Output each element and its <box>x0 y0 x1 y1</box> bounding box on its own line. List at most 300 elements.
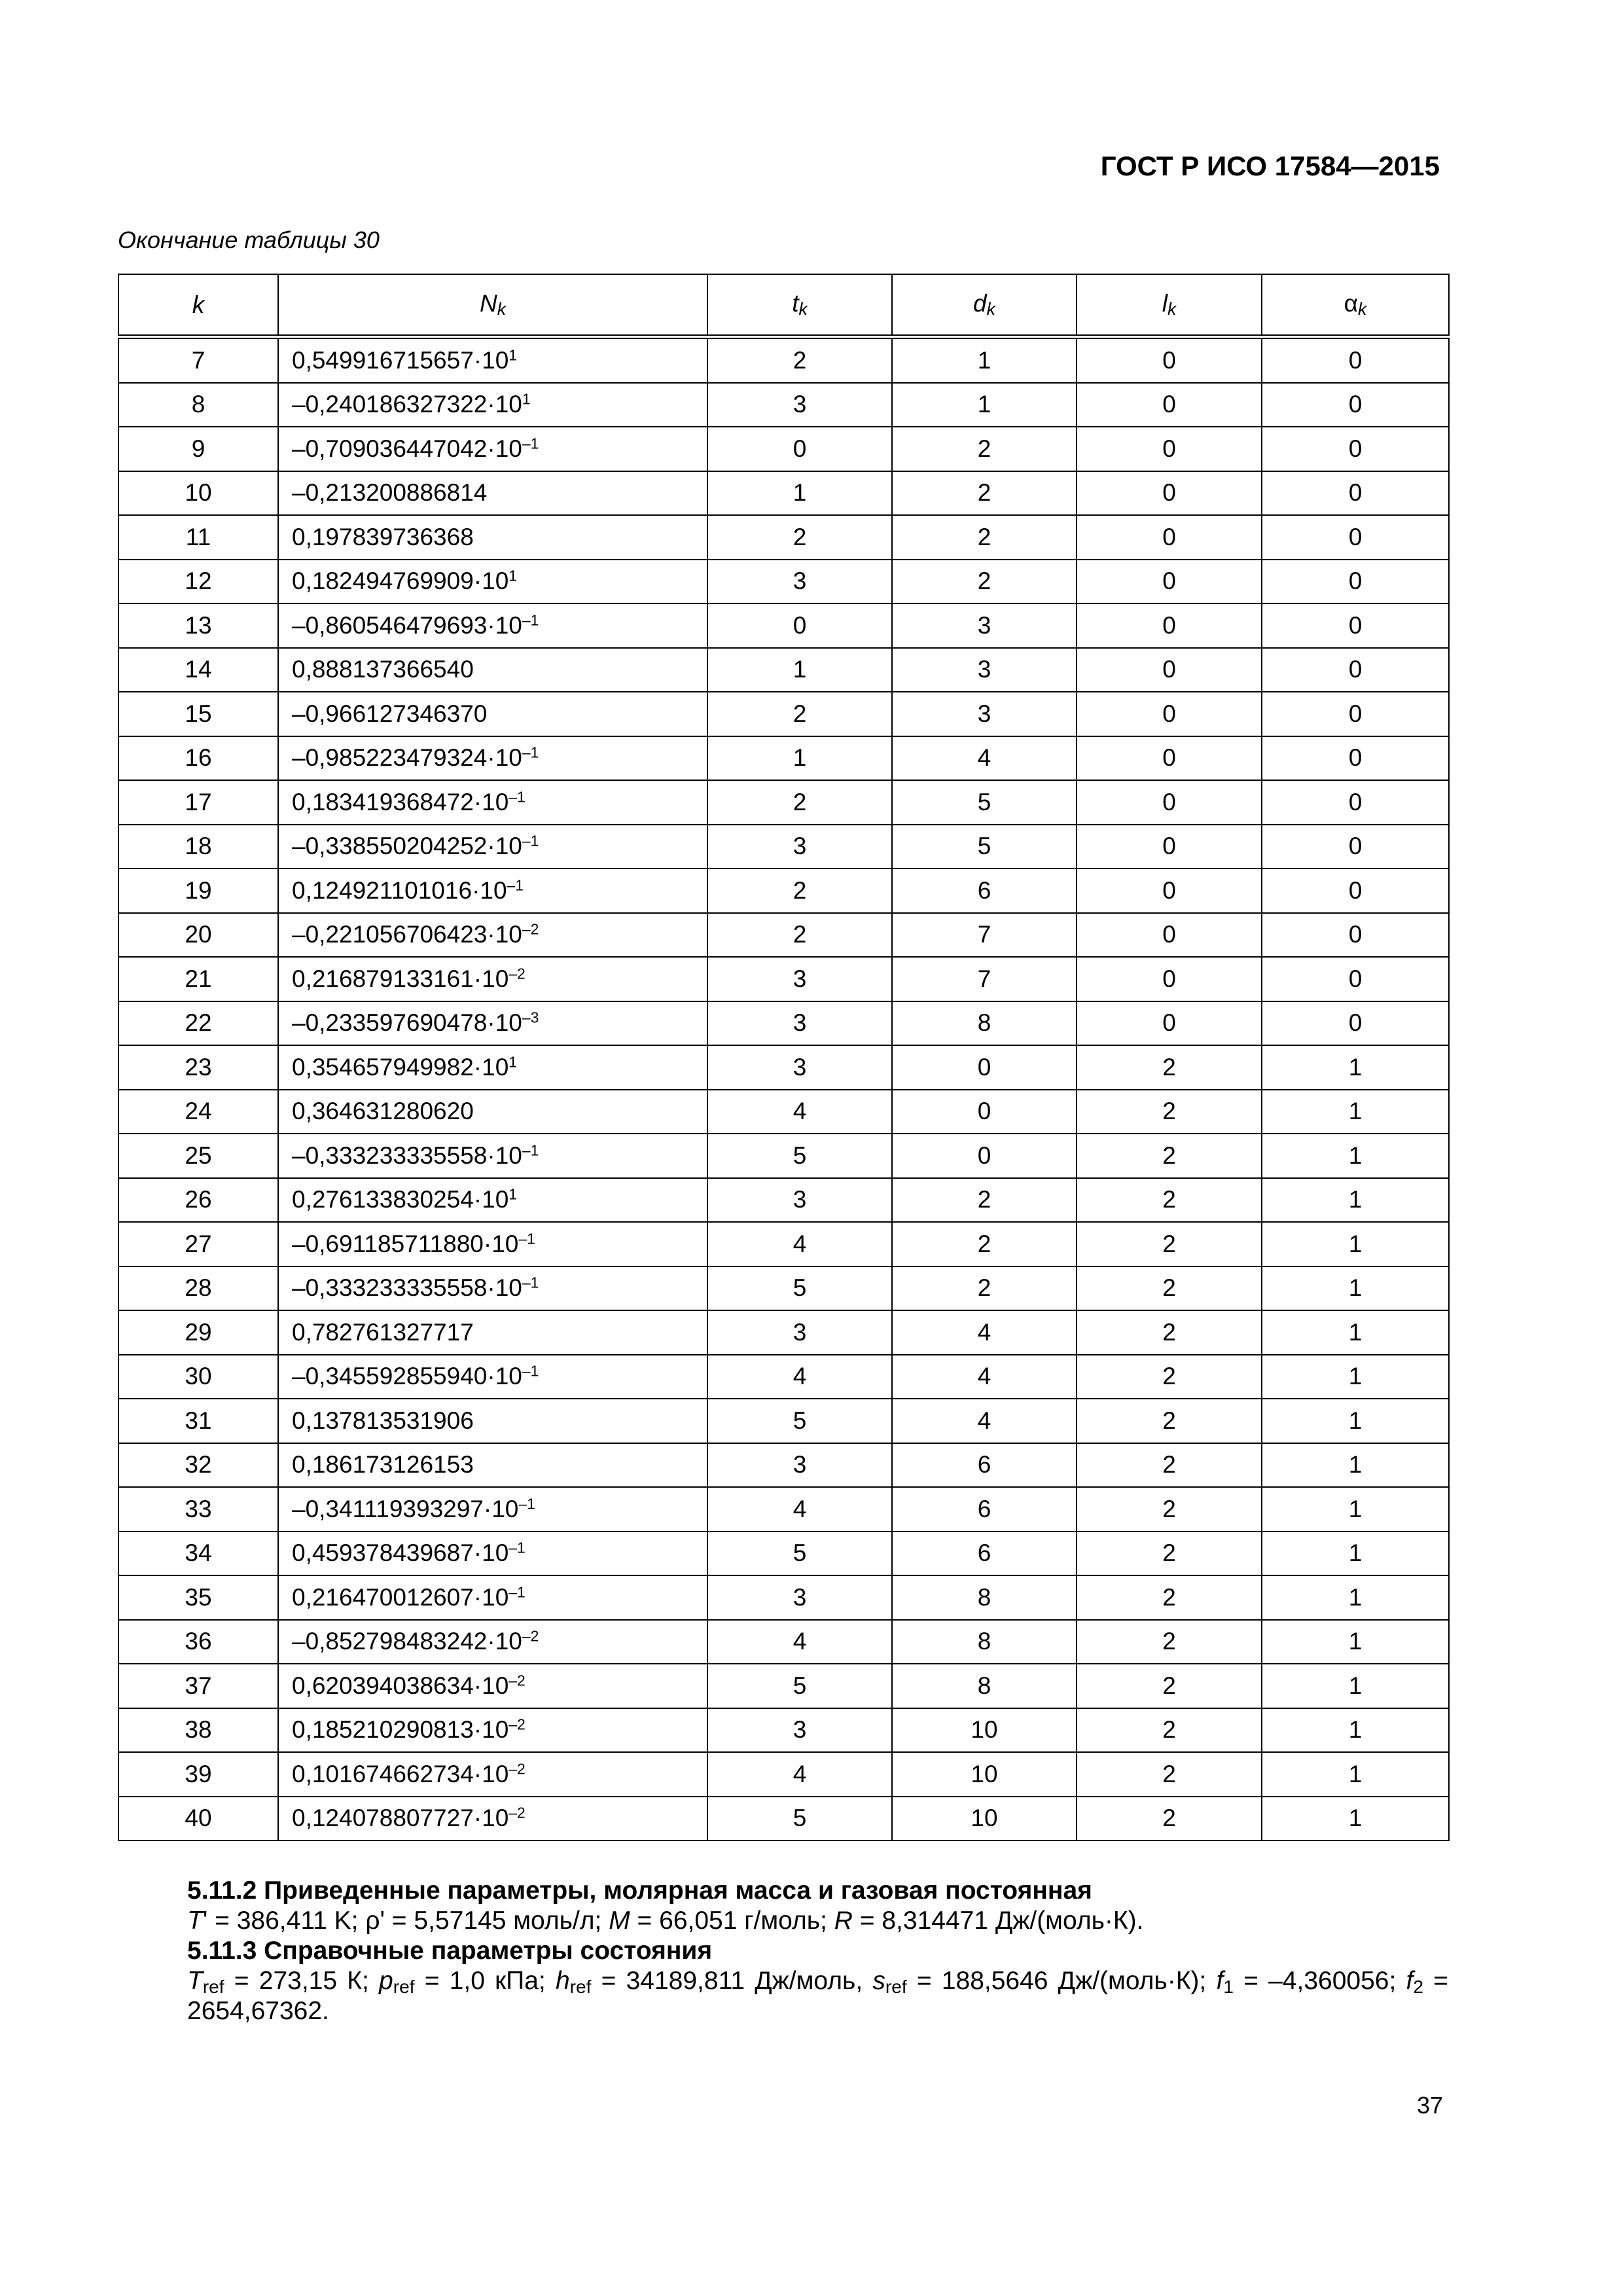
table-row <box>118 1178 1449 1223</box>
cell-lk: 0 <box>1077 337 1262 383</box>
cell-alphak: 0 <box>1262 648 1449 692</box>
cell-nk <box>278 825 707 869</box>
table-row <box>118 1355 1449 1399</box>
cell-nk <box>278 1222 707 1266</box>
cell-alphak: 1 <box>1262 1797 1449 1841</box>
table-row <box>118 1310 1449 1355</box>
section-5-11-3 <box>118 1936 1448 2026</box>
cell-dk: 2 <box>892 427 1077 471</box>
cell-tk: 3 <box>707 1575 892 1620</box>
table-row <box>118 427 1449 471</box>
cell-tk: 3 <box>707 1443 892 1488</box>
table-row <box>118 648 1449 692</box>
cell-nk <box>278 1134 707 1178</box>
formula-segment: 1 <box>1223 1977 1234 1998</box>
cell-k: 38 <box>118 1708 278 1753</box>
cell-lk: 2 <box>1077 1178 1262 1223</box>
cell-lk: 0 <box>1077 471 1262 516</box>
formula-segment: ref <box>393 1977 415 1998</box>
cell-k: 13 <box>118 603 278 648</box>
cell-dk: 1 <box>892 337 1077 383</box>
cell-alphak: 1 <box>1262 1134 1449 1178</box>
formula-segment: ref <box>885 1977 907 1998</box>
cell-tk: 3 <box>707 1310 892 1355</box>
cell-nk <box>278 1266 707 1311</box>
cell-tk: 3 <box>707 1708 892 1753</box>
col-header-lk-main: l <box>1162 290 1168 317</box>
cell-k: 20 <box>118 913 278 958</box>
cell-tk: 2 <box>707 869 892 913</box>
cell-nk-mantissa: 0,276133830254·10 <box>292 1186 509 1213</box>
cell-k: 28 <box>118 1266 278 1311</box>
cell-nk-exponent: –1 <box>522 1141 539 1159</box>
formula-segment: = –4,360056; <box>1233 1967 1406 1995</box>
cell-nk-mantissa: –0,213200886814 <box>292 479 488 507</box>
cell-nk-mantissa: 0,183419368472·10 <box>292 788 509 816</box>
cell-nk <box>278 869 707 913</box>
cell-tk: 0 <box>707 603 892 648</box>
col-header-tk-main: t <box>792 290 799 317</box>
cell-nk-mantissa: –0,240186327322·10 <box>292 391 522 418</box>
cell-dk: 10 <box>892 1752 1077 1797</box>
cell-nk-mantissa: 0,782761327717 <box>292 1318 474 1346</box>
cell-nk-mantissa: 0,101674662734·10 <box>292 1760 509 1787</box>
cell-nk-mantissa: –0,345592855940·10 <box>292 1363 522 1390</box>
cell-nk-mantissa: –0,221056706423·10 <box>292 921 522 948</box>
cell-k: 14 <box>118 648 278 692</box>
cell-tk: 5 <box>707 1664 892 1708</box>
cell-nk <box>278 1797 707 1841</box>
cell-nk-exponent: –1 <box>508 1539 526 1556</box>
cell-tk: 4 <box>707 1487 892 1532</box>
cell-k: 39 <box>118 1752 278 1797</box>
cell-lk: 2 <box>1077 1664 1262 1708</box>
cell-dk: 4 <box>892 1399 1077 1443</box>
cell-k: 32 <box>118 1443 278 1488</box>
cell-alphak: 0 <box>1262 957 1449 1001</box>
cell-lk: 2 <box>1077 1355 1262 1399</box>
cell-k: 24 <box>118 1090 278 1134</box>
cell-nk-mantissa: 0,620394038634·10 <box>292 1672 509 1699</box>
cell-alphak: 0 <box>1262 383 1449 427</box>
cell-nk-mantissa: –0,985223479324·10 <box>292 744 522 772</box>
table-row <box>118 1266 1449 1311</box>
cell-alphak: 0 <box>1262 869 1449 913</box>
table-row <box>118 603 1449 648</box>
cell-lk: 2 <box>1077 1708 1262 1753</box>
cell-k: 33 <box>118 1487 278 1532</box>
cell-k: 25 <box>118 1134 278 1178</box>
cell-nk <box>278 1001 707 1046</box>
cell-nk <box>278 1045 707 1090</box>
cell-k: 8 <box>118 383 278 427</box>
cell-lk: 0 <box>1077 825 1262 869</box>
cell-nk <box>278 1355 707 1399</box>
formula-segment: 2 <box>1413 1977 1423 1998</box>
cell-alphak: 0 <box>1262 427 1449 471</box>
cell-lk: 0 <box>1077 957 1262 1001</box>
cell-dk: 2 <box>892 471 1077 516</box>
cell-alphak: 1 <box>1262 1222 1449 1266</box>
cell-lk: 2 <box>1077 1620 1262 1664</box>
table-row <box>118 1752 1449 1797</box>
cell-tk: 5 <box>707 1134 892 1178</box>
cell-nk-exponent: 1 <box>508 1185 518 1203</box>
cell-lk: 2 <box>1077 1134 1262 1178</box>
cell-tk: 4 <box>707 1090 892 1134</box>
cell-nk-exponent: –2 <box>508 1760 526 1778</box>
cell-alphak: 1 <box>1262 1266 1449 1311</box>
cell-nk <box>278 1575 707 1620</box>
col-header-k-main: k <box>192 291 205 318</box>
table-row <box>118 1575 1449 1620</box>
cell-tk: 2 <box>707 515 892 560</box>
col-header-k <box>118 274 278 337</box>
cell-tk: 5 <box>707 1399 892 1443</box>
formula-segment: = 8,314471 Дж/(моль·К). <box>852 1907 1144 1935</box>
cell-dk: 6 <box>892 1487 1077 1532</box>
cell-dk: 8 <box>892 1575 1077 1620</box>
col-header-tk-sub: k <box>798 298 808 319</box>
cell-nk <box>278 471 707 516</box>
cell-dk: 7 <box>892 957 1077 1001</box>
col-header-lk <box>1077 274 1262 337</box>
cell-nk-mantissa: –0,860546479693·10 <box>292 611 522 639</box>
table-row <box>118 1487 1449 1532</box>
coefficients-table <box>118 274 1450 1841</box>
cell-nk-mantissa: 0,182494769909·10 <box>292 567 509 595</box>
cell-k: 19 <box>118 869 278 913</box>
cell-tk: 1 <box>707 471 892 516</box>
cell-dk: 2 <box>892 515 1077 560</box>
cell-nk-mantissa: 0,354657949982·10 <box>292 1053 509 1081</box>
cell-k: 22 <box>118 1001 278 1046</box>
cell-dk: 3 <box>892 648 1077 692</box>
cell-nk-exponent: –3 <box>522 1009 539 1026</box>
cell-nk <box>278 1708 707 1753</box>
cell-k: 40 <box>118 1797 278 1841</box>
cell-k: 10 <box>118 471 278 516</box>
cell-alphak: 0 <box>1262 692 1449 736</box>
cell-nk-mantissa: –0,709036447042·10 <box>292 435 522 462</box>
cell-dk: 10 <box>892 1708 1077 1753</box>
cell-dk: 0 <box>892 1045 1077 1090</box>
table-row <box>118 1532 1449 1576</box>
cell-nk <box>278 1399 707 1443</box>
cell-nk-exponent: –1 <box>522 744 539 761</box>
col-header-alphak <box>1262 274 1449 337</box>
table-row <box>118 1620 1449 1664</box>
cell-nk-mantissa: 0,459378439687·10 <box>292 1539 509 1567</box>
cell-k: 37 <box>118 1664 278 1708</box>
table-row <box>118 1045 1449 1090</box>
cell-lk: 2 <box>1077 1222 1262 1266</box>
cell-alphak: 1 <box>1262 1532 1449 1576</box>
cell-alphak: 0 <box>1262 560 1449 604</box>
cell-dk: 5 <box>892 780 1077 825</box>
formula-segment: T <box>187 1907 203 1935</box>
cell-tk: 4 <box>707 1222 892 1266</box>
cell-tk: 2 <box>707 780 892 825</box>
cell-k: 23 <box>118 1045 278 1090</box>
page-number: 37 <box>1416 2092 1443 2119</box>
cell-nk <box>278 780 707 825</box>
table-row <box>118 560 1449 604</box>
cell-tk: 5 <box>707 1532 892 1576</box>
cell-dk: 6 <box>892 1443 1077 1488</box>
formula-segment: ' = 5,57145 моль/л; <box>380 1907 609 1935</box>
cell-nk-exponent: –1 <box>518 1230 535 1247</box>
cell-dk: 3 <box>892 603 1077 648</box>
cell-nk-mantissa: 0,364631280620 <box>292 1098 474 1125</box>
cell-alphak: 0 <box>1262 1001 1449 1046</box>
cell-alphak: 1 <box>1262 1575 1449 1620</box>
cell-alphak: 1 <box>1262 1310 1449 1355</box>
cell-nk-exponent: –2 <box>522 1627 539 1645</box>
cell-alphak: 0 <box>1262 736 1449 781</box>
cell-tk: 1 <box>707 648 892 692</box>
cell-nk <box>278 427 707 471</box>
cell-lk: 2 <box>1077 1443 1262 1488</box>
table-row <box>118 869 1449 913</box>
formula-segment: ρ <box>365 1907 380 1935</box>
col-header-lk-sub: k <box>1167 298 1177 319</box>
cell-lk: 0 <box>1077 427 1262 471</box>
cell-nk-exponent: –1 <box>508 788 526 806</box>
cell-k: 31 <box>118 1399 278 1443</box>
cell-lk: 2 <box>1077 1575 1262 1620</box>
cell-tk: 1 <box>707 736 892 781</box>
table-row <box>118 1134 1449 1178</box>
table-row <box>118 1708 1449 1753</box>
cell-nk-exponent: –1 <box>508 1583 526 1601</box>
cell-k: 34 <box>118 1532 278 1576</box>
cell-alphak: 0 <box>1262 913 1449 958</box>
cell-tk: 5 <box>707 1266 892 1311</box>
cell-nk <box>278 1487 707 1532</box>
cell-nk-exponent: 1 <box>508 346 518 364</box>
cell-dk: 5 <box>892 825 1077 869</box>
cell-alphak: 1 <box>1262 1443 1449 1488</box>
cell-k: 16 <box>118 736 278 781</box>
cell-nk-exponent: –1 <box>507 876 524 894</box>
cell-alphak: 0 <box>1262 825 1449 869</box>
cell-nk <box>278 1090 707 1134</box>
cell-nk-mantissa: –0,233597690478·10 <box>292 1009 522 1037</box>
cell-tk: 4 <box>707 1620 892 1664</box>
cell-k: 15 <box>118 692 278 736</box>
cell-lk: 0 <box>1077 560 1262 604</box>
formula-segment: = 66,051 г/моль; <box>630 1907 834 1935</box>
table-row <box>118 1001 1449 1046</box>
formula-segment: f <box>1216 1967 1224 1995</box>
cell-lk: 2 <box>1077 1752 1262 1797</box>
cell-nk-mantissa: 0,216879133161·10 <box>292 965 509 992</box>
table-row <box>118 1664 1449 1708</box>
cell-k: 35 <box>118 1575 278 1620</box>
cell-alphak: 1 <box>1262 1355 1449 1399</box>
cell-k: 11 <box>118 515 278 560</box>
section-5-11-2 <box>118 1876 1448 1936</box>
table-row <box>118 1399 1449 1443</box>
cell-dk: 0 <box>892 1090 1077 1134</box>
cell-nk-mantissa: –0,333233335558·10 <box>292 1141 522 1169</box>
col-header-nk-sub: k <box>497 298 507 319</box>
cell-nk-mantissa: –0,338550204252·10 <box>292 833 522 860</box>
cell-alphak: 1 <box>1262 1090 1449 1134</box>
cell-k: 9 <box>118 427 278 471</box>
cell-nk <box>278 1443 707 1488</box>
cell-lk: 2 <box>1077 1532 1262 1576</box>
table-row <box>118 1222 1449 1266</box>
table-row <box>118 825 1449 869</box>
cell-dk: 8 <box>892 1001 1077 1046</box>
cell-k: 17 <box>118 780 278 825</box>
cell-tk: 5 <box>707 1797 892 1841</box>
cell-nk <box>278 913 707 958</box>
cell-lk: 0 <box>1077 1001 1262 1046</box>
cell-lk: 2 <box>1077 1797 1262 1841</box>
cell-tk: 4 <box>707 1355 892 1399</box>
cell-nk-exponent: 1 <box>522 390 531 408</box>
cell-tk: 3 <box>707 1001 892 1046</box>
cell-alphak: 0 <box>1262 515 1449 560</box>
cell-nk <box>278 560 707 604</box>
table-row <box>118 1443 1449 1488</box>
cell-nk-exponent: –1 <box>522 435 539 452</box>
table-row <box>118 1797 1449 1841</box>
cell-lk: 2 <box>1077 1487 1262 1532</box>
cell-nk-mantissa: –0,333233335558·10 <box>292 1274 522 1302</box>
cell-k: 26 <box>118 1178 278 1223</box>
cell-alphak: 1 <box>1262 1620 1449 1664</box>
cell-tk: 3 <box>707 383 892 427</box>
cell-nk <box>278 1752 707 1797</box>
cell-tk: 4 <box>707 1752 892 1797</box>
formula-segment: T <box>187 1967 203 1995</box>
cell-tk: 2 <box>707 692 892 736</box>
table-row <box>118 957 1449 1001</box>
formula-segment: = 188,5646 Дж/(моль·К); <box>906 1967 1217 1995</box>
cell-alphak: 1 <box>1262 1708 1449 1753</box>
cell-nk <box>278 383 707 427</box>
cell-tk: 3 <box>707 1178 892 1223</box>
cell-alphak: 1 <box>1262 1752 1449 1797</box>
cell-k: 30 <box>118 1355 278 1399</box>
col-header-alphak-main: α <box>1344 290 1359 317</box>
table-caption: Окончание таблицы 30 <box>118 226 380 253</box>
cell-nk-exponent: –2 <box>508 1804 526 1821</box>
cell-nk-mantissa: 0,549916715657·10 <box>292 346 509 374</box>
col-header-dk-main: d <box>973 290 987 317</box>
formula-segment: ref <box>202 1977 224 1998</box>
formula-segment: s <box>872 1967 885 1995</box>
cell-k: 27 <box>118 1222 278 1266</box>
table-row <box>118 471 1449 516</box>
formula-segment: ref <box>569 1977 592 1998</box>
cell-dk: 0 <box>892 1134 1077 1178</box>
cell-dk: 2 <box>892 560 1077 604</box>
cell-lk: 0 <box>1077 736 1262 781</box>
section-5-11-3-text <box>118 1966 1448 2026</box>
cell-tk: 3 <box>707 957 892 1001</box>
cell-lk: 0 <box>1077 913 1262 958</box>
cell-alphak: 1 <box>1262 1178 1449 1223</box>
table-row <box>118 913 1449 958</box>
cell-nk <box>278 1664 707 1708</box>
cell-nk-exponent: –1 <box>522 832 539 850</box>
cell-k: 12 <box>118 560 278 604</box>
formula-segment: p <box>379 1967 393 1995</box>
cell-alphak: 0 <box>1262 603 1449 648</box>
document-id: ГОСТ Р ИСО 17584—2015 <box>1100 151 1440 181</box>
table-row <box>118 692 1449 736</box>
cell-nk-mantissa: 0,888137366540 <box>292 656 474 683</box>
cell-nk <box>278 337 707 383</box>
cell-nk <box>278 1310 707 1355</box>
cell-dk: 7 <box>892 913 1077 958</box>
cell-lk: 0 <box>1077 692 1262 736</box>
cell-lk: 0 <box>1077 515 1262 560</box>
cell-tk: 3 <box>707 560 892 604</box>
cell-nk-mantissa: 0,186173126153 <box>292 1451 474 1479</box>
cell-nk <box>278 736 707 781</box>
formula-segment: = 1,0 кПа; <box>414 1967 556 1995</box>
col-header-dk <box>892 274 1077 337</box>
formula-segment: = 2654,67362. <box>187 1967 1448 2025</box>
cell-dk: 6 <box>892 1532 1077 1576</box>
cell-nk <box>278 603 707 648</box>
cell-lk: 0 <box>1077 603 1262 648</box>
col-header-tk <box>707 274 892 337</box>
cell-dk: 3 <box>892 692 1077 736</box>
col-header-nk <box>278 274 707 337</box>
cell-dk: 6 <box>892 869 1077 913</box>
cell-nk-exponent: –2 <box>508 965 526 982</box>
cell-tk: 2 <box>707 913 892 958</box>
cell-dk: 4 <box>892 1310 1077 1355</box>
cell-nk-exponent: –2 <box>508 1715 526 1733</box>
section-5-11-2-text <box>118 1906 1448 1936</box>
cell-nk-mantissa: 0,197839736368 <box>292 523 474 550</box>
cell-nk-exponent: –2 <box>522 920 539 938</box>
col-header-dk-sub: k <box>986 298 995 319</box>
cell-lk: 2 <box>1077 1310 1262 1355</box>
formula-segment: M <box>609 1907 630 1935</box>
cell-lk: 2 <box>1077 1090 1262 1134</box>
cell-lk: 2 <box>1077 1045 1262 1090</box>
cell-nk <box>278 1532 707 1576</box>
cell-k: 21 <box>118 957 278 1001</box>
section-5-11-3-heading: 5.11.3 Справочные параметры состояния <box>187 1937 713 1965</box>
cell-dk: 2 <box>892 1178 1077 1223</box>
table-row <box>118 736 1449 781</box>
cell-dk: 2 <box>892 1266 1077 1311</box>
table-row <box>118 780 1449 825</box>
cell-tk: 3 <box>707 1045 892 1090</box>
formula-segment: h <box>555 1967 570 1995</box>
cell-alphak: 1 <box>1262 1664 1449 1708</box>
table-row <box>118 515 1449 560</box>
cell-nk-mantissa: 0,185210290813·10 <box>292 1716 509 1744</box>
table-header-row <box>118 274 1449 337</box>
cell-nk-exponent: 1 <box>508 1053 518 1071</box>
table-row <box>118 1090 1449 1134</box>
formula-segment: = 273,15 К; <box>224 1967 380 1995</box>
cell-lk: 0 <box>1077 648 1262 692</box>
cell-alphak: 0 <box>1262 471 1449 516</box>
cell-lk: 2 <box>1077 1399 1262 1443</box>
